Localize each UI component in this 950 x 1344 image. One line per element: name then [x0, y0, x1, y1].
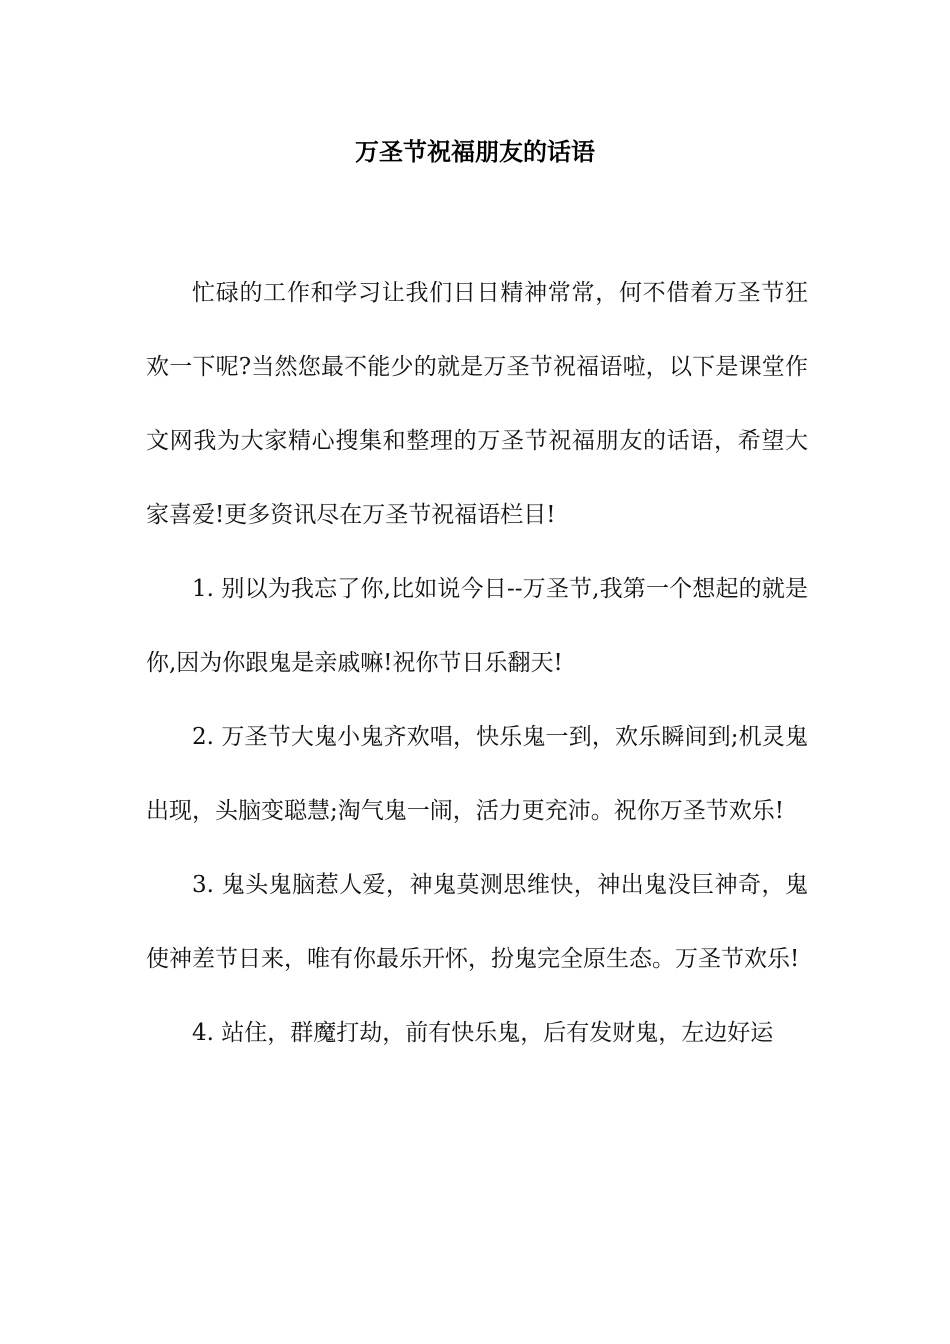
document-body [146, 256, 808, 1070]
intro-paragraph: 忙碌的工作和学习让我们日日精神常常，何不借着万圣节狂欢一下呢?当然您最不能少的就是万圣节祝福语啦，以下是课堂作文网我为大家精心搜集和整理的万圣节祝福朋友的话语，希望大家喜爱!更多资讯尽在万圣节祝福语栏目! [146, 280, 808, 528]
greeting-item-1: 1. 别以为我忘了你,比如说今日--万圣节,我第一个想起的就是你,因为你跟鬼是亲戚嘛!祝你节日乐翻天! [146, 576, 808, 676]
document-title: 万圣节祝福朋友的话语 [355, 137, 595, 166]
greeting-item-2: 2. 万圣节大鬼小鬼齐欢唱，快乐鬼一到，欢乐瞬间到;机灵鬼出现，头脑变聪慧;淘气鬼一闹，活力更充沛。祝你万圣节欢乐! [146, 724, 808, 824]
greeting-item-3: 3. 鬼头鬼脑惹人爱，神鬼莫测思维快，神出鬼没巨神奇，鬼使神差节日来，唯有你最乐开怀，扮鬼完全原生态。万圣节欢乐! [146, 872, 808, 972]
greeting-item-4: 4. 站住，群魔打劫，前有快乐鬼，后有发财鬼，左边好运 [192, 1020, 774, 1046]
